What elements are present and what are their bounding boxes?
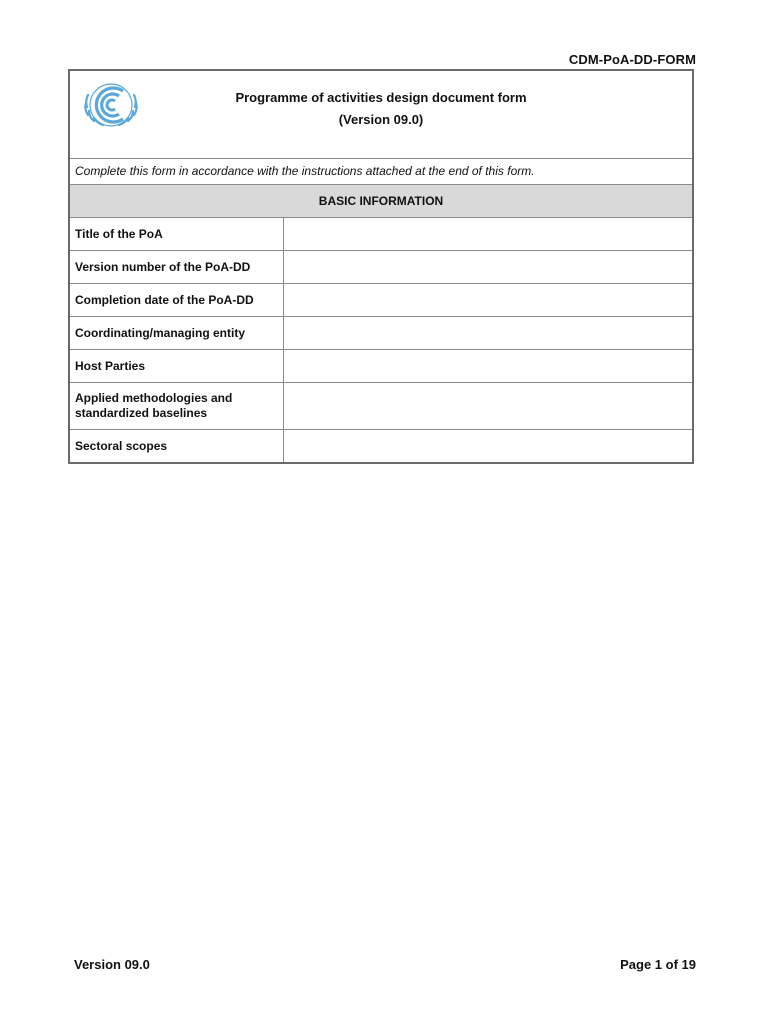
field-label-completion-date: Completion date of the PoA-DD xyxy=(70,284,284,316)
instructions-text: Complete this form in accordance with the instructions attached at the end of this form. xyxy=(70,159,692,185)
form-row-version-number xyxy=(70,251,692,284)
form-row-host-parties xyxy=(70,350,692,383)
title-block xyxy=(70,71,692,159)
form-row-sectoral-scopes xyxy=(70,430,692,462)
basic-information-heading: BASIC INFORMATION xyxy=(70,185,692,218)
methodologies-field[interactable] xyxy=(284,383,692,429)
completion-date-field[interactable] xyxy=(284,284,692,316)
host-parties-field[interactable] xyxy=(284,350,692,382)
field-label-coordinating-entity: Coordinating/managing entity xyxy=(70,317,284,349)
field-label-methodologies: Applied methodologies and standardized baselines xyxy=(70,383,284,429)
form-row-title xyxy=(70,218,692,251)
sectoral-scopes-field[interactable] xyxy=(284,430,692,462)
document-title: Programme of activities design document form xyxy=(235,90,527,105)
document-version: (Version 09.0) xyxy=(338,112,424,127)
form-row-methodologies xyxy=(70,383,692,430)
field-label-host-parties: Host Parties xyxy=(70,350,284,382)
form-row-coordinating-entity xyxy=(70,317,692,350)
footer-version: Version 09.0 xyxy=(74,957,150,972)
version-number-field[interactable] xyxy=(284,251,692,283)
form-row-completion-date xyxy=(70,284,692,317)
page-number: Page 1 of 19 xyxy=(620,957,696,972)
title-of-poa-field[interactable] xyxy=(284,218,692,250)
field-label-sectoral-scopes: Sectoral scopes xyxy=(70,430,284,462)
field-label-title: Title of the PoA xyxy=(70,218,284,250)
coordinating-entity-field[interactable] xyxy=(284,317,692,349)
field-label-version-number: Version number of the PoA-DD xyxy=(70,251,284,283)
form-frame xyxy=(68,69,694,464)
form-code: CDM-PoA-DD-FORM xyxy=(568,52,696,67)
